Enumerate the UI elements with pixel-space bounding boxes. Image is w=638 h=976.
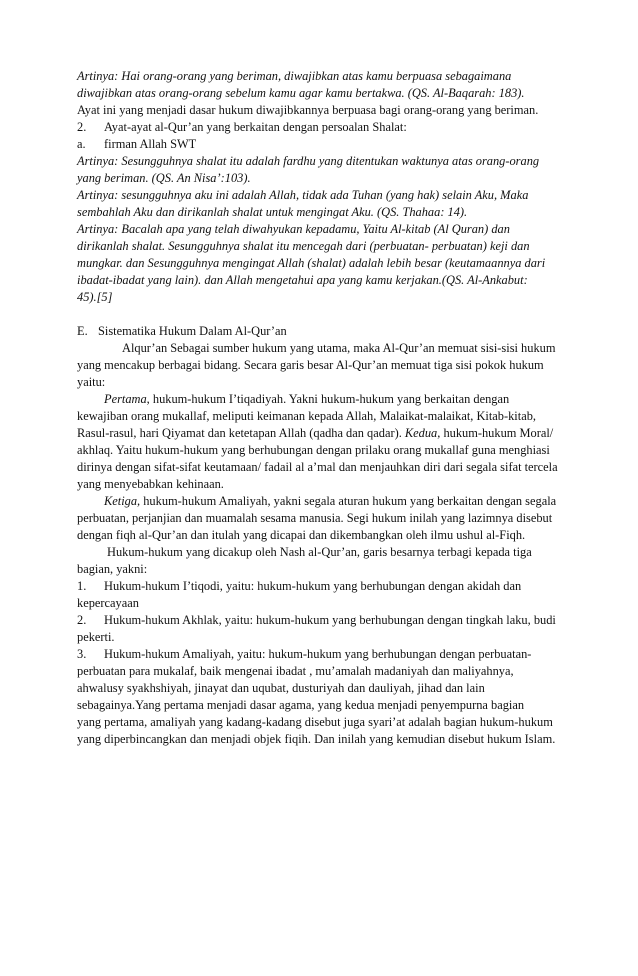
line-text: sebagainya.Yang pertama menjadi dasar agama, yang kedua menjadi penyempurna bagian: [77, 698, 525, 712]
line-text: perbuatan para mukalaf, baik mengenai ibadat , mu’amalah madaniyah dan maliyahnya,: [77, 664, 514, 678]
line-text-tail: hukum-hukum Moral/: [440, 426, 554, 440]
line-text: Sistematika Hukum Dalam Al-Qur’an: [98, 324, 287, 338]
text-line: [77, 425, 567, 442]
text-line: [77, 85, 567, 102]
list-item-line: [77, 578, 567, 595]
text-line: [77, 442, 567, 459]
line-text: dirikanlah shalat. Sesungguhnya shalat itu mencegah dari (perbuatan- perbuatan) keji dan: [77, 239, 530, 253]
text-line: [77, 187, 567, 204]
text-line: [77, 221, 567, 238]
text-line: [77, 595, 567, 612]
line-text: hukum-hukum Amaliyah, yakni segala aturan hukum yang berkaitan dengan segala: [140, 494, 557, 508]
list-number: a.: [77, 137, 86, 151]
line-text: yang diperbincangkan dan menjadi objek fiqih. Dan inilah yang kemudian disebut hukum Islam.: [77, 732, 556, 746]
italic-lead: Pertama: [104, 392, 147, 406]
section-heading: [77, 323, 567, 340]
line-text: Artinya: Hai orang-orang yang beriman, diwajibkan atas kamu berpuasa sebagaimana: [77, 69, 512, 83]
text-line: [77, 255, 567, 272]
line-text: Hukum-hukum I’tiqodi, yaitu: hukum-hukum yang berhubungan dengan akidah dan: [104, 579, 522, 593]
line-text: yang pertama, amaliyah yang kadang-kadang disebut juga syari’at adalah bagian hukum-hukum: [77, 715, 553, 729]
line-text: kepercayaan: [77, 596, 139, 610]
line-text: Hukum-hukum yang dicakup oleh Nash al-Qur’an, garis besarnya terbagi kepada tiga: [107, 545, 532, 559]
line-text: yang menyebabkan kehinaan.: [77, 477, 224, 491]
line-text: Artinya: Bacalah apa yang telah diwahyukan kepadamu, Yaitu Al-kitab (Al Quran) dan: [77, 222, 510, 236]
line-text: yaitu:: [77, 375, 106, 389]
document-body: [77, 68, 567, 748]
text-line: [77, 731, 567, 748]
line-text: ahwalusy syakhshiyah, jinayat dan uqubat, dusturiyah dan dauliyah, jihad dan lain: [77, 681, 485, 695]
text-line: [77, 544, 567, 561]
line-text: Artinya: sesungguhnya aku ini adalah Allah, tidak ada Tuhan (yang hak) selain Aku, Maka: [77, 188, 529, 202]
text-line: [77, 493, 567, 510]
text-line: [77, 153, 567, 170]
text-line: [77, 527, 567, 544]
italic-lead: Ketiga,: [104, 494, 141, 508]
text-line: [77, 680, 567, 697]
line-text: sembahlah Aku dan dirikanlah shalat untuk mengingat Aku. (QS. Thahaa: 14).: [77, 205, 468, 219]
line-text: bagian, yakni:: [77, 562, 148, 576]
text-line: [77, 629, 567, 646]
line-text: Ayat ini yang menjadi dasar hukum diwajibkannya berpuasa bagi orang-orang yang beriman.: [77, 103, 539, 117]
line-text: Hukum-hukum Amaliyah, yaitu: hukum-hukum yang berhubungan dengan perbuatan-: [104, 647, 532, 661]
line-text: Hukum-hukum Akhlak, yaitu: hukum-hukum yang berhubungan dengan tingkah laku, budi: [104, 613, 556, 627]
list-number: 3.: [77, 647, 87, 661]
text-line: [77, 238, 567, 255]
line-text: dirinya dengan sifat-sifat keutamaan/ fadail al a’mal dan menjauhkan diri dari segala sifat tercela: [77, 460, 558, 474]
line-text: mungkar. dan Sesungguhnya mengingat Allah (shalat) adalah lebih besar (keutamaannya dari: [77, 256, 546, 270]
text-line: [77, 391, 567, 408]
text-line: [77, 272, 567, 289]
line-text: Ayat-ayat al-Qur’an yang berkaitan dengan persoalan Shalat:: [104, 120, 407, 134]
line-text: diwajibkan atas orang-orang sebelum kamu agar kamu bertakwa. (QS. Al-Baqarah: 183).: [77, 86, 525, 100]
text-line: [77, 663, 567, 680]
list-item-line: [77, 646, 567, 663]
line-text: ibadat-ibadat yang lain). dan Allah mengetahui apa yang kamu kerjakan.(QS. Al-Ankabut:: [77, 273, 528, 287]
paragraph-gap: [77, 306, 567, 323]
text-line: [77, 68, 567, 85]
text-line: [77, 204, 567, 221]
text-line: [77, 476, 567, 493]
line-text: akhlaq. Yaitu hukum-hukum yang berhubungan dengan prilaku orang mukallaf guna menghiasi: [77, 443, 550, 457]
text-line: [77, 697, 567, 714]
line-text: , hukum-hukum I’tiqadiyah. Yakni hukum-hukum yang berkaitan dengan: [146, 392, 510, 406]
line-text: Rasul-rasul, hari Qiyamat dan ketetapan Allah (qadha dan qadar).: [77, 426, 405, 440]
text-line: [77, 408, 567, 425]
line-text: 45).[5]: [77, 290, 113, 304]
line-text: kewajiban orang mukallaf, meliputi keimanan kepada Allah, Malaikat-malaikat, Kitab-kitab,: [77, 409, 536, 423]
italic-term: Kedua,: [404, 426, 441, 440]
list-number: 2.: [77, 613, 87, 627]
line-text: dengan fiqh al-Qur’an dan itulah yang dicapai dan dikembangkan oleh ilmu ushul al-Fiqh.: [77, 528, 526, 542]
list-item-line: [77, 136, 567, 153]
line-text: yang beriman. (QS. An Nisa’:103).: [77, 171, 251, 185]
text-line: [77, 459, 567, 476]
text-line: [77, 289, 567, 306]
line-text: pekerti.: [77, 630, 115, 644]
line-text: yang mencakup berbagai bidang. Secara garis besar Al-Qur’an memuat tiga sisi pokok hukum: [77, 358, 544, 372]
line-text: perbuatan, perjanjian dan muamalah sesama manusia. Segi hukum inilah yang lazimnya disebut: [77, 511, 553, 525]
list-item-line: [77, 119, 567, 136]
line-text: Artinya: Sesungguhnya shalat itu adalah fardhu yang ditentukan waktunya atas orang-orang: [77, 154, 540, 168]
text-line: [77, 357, 567, 374]
text-line: [77, 561, 567, 578]
list-number: 2.: [77, 120, 87, 134]
text-line: [77, 102, 567, 119]
list-number: 1.: [77, 579, 87, 593]
text-line: [77, 340, 567, 357]
text-line: [77, 510, 567, 527]
list-item-line: [77, 612, 567, 629]
text-line: [77, 374, 567, 391]
text-line: [77, 714, 567, 731]
line-text: Alqur’an Sebagai sumber hukum yang utama, maka Al-Qur’an memuat sisi-sisi hukum: [122, 341, 556, 355]
line-text: firman Allah SWT: [104, 137, 197, 151]
text-line: [77, 170, 567, 187]
section-letter: E.: [77, 324, 88, 338]
